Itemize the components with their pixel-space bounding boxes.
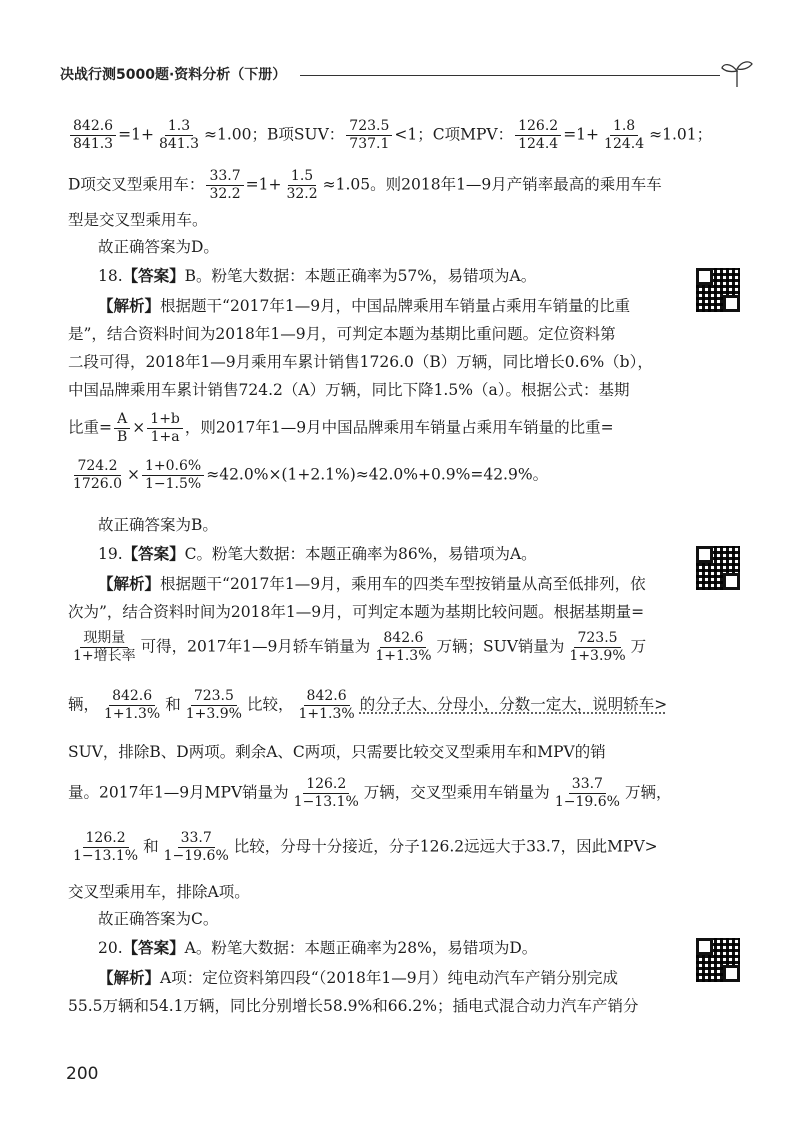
- analysis-line: SUV，排除B、D两项。剩余A、C两项，只需要比较交叉型乘用车和MPV的销: [68, 743, 606, 761]
- fraction: $\frac{126.2}{124.4}$: [515, 118, 561, 153]
- analysis-line: 中国品牌乘用车累计销售724.2（A）万辆，同比下降1.5%（a）。根据公式：基期: [68, 381, 630, 399]
- fraction: $\frac{\text{现期量}}{\text{1+增长率}}$: [73, 630, 136, 664]
- analysis-line: 【解析】A项：定位资料第四段“（2018年1—9月）纯电动汽车产销分别完成: [98, 968, 619, 987]
- qr-code-icon[interactable]: [696, 938, 740, 982]
- sprout-icon: [720, 58, 754, 88]
- formula-line: 比重= $\frac{A}{B}$ × $\frac{1+b}{1+a}$ ，则2017年1—9月中国品牌乘用车销量占乘用车销量的比重=: [68, 411, 614, 445]
- fraction: $\frac{842.6}{1+1.3\%}$: [104, 688, 161, 722]
- qr-code-icon[interactable]: [696, 546, 740, 590]
- answer-heading-20: 20.【答案】A。粉笔大数据：本题正确率为28%，易错项为D。: [98, 938, 538, 957]
- fraction: $\frac{1+0.6\%}{1-1.5\%}$: [142, 458, 204, 493]
- fraction: $\frac{724.2}{1726.0}$: [73, 458, 122, 492]
- formula-line: $\frac{842.6}{841.3}$ =1+ $\frac{1.3}{841.3}$ ≈1.00；B项SUV： $\frac{723.5}{737.1}$ <1；C项MPV： $\frac{126.2}{124.4}$ =1+ $\frac{1.8}{124.4}$ ≈1.01；: [68, 118, 712, 153]
- fraction: $\frac{842.6}{1+1.3\%}$: [298, 688, 355, 722]
- analysis-line: 【解析】根据题干“2017年1—9月，乘用车的四类车型按销量从高至低排列，依: [98, 574, 646, 593]
- fraction: $\frac{1+b}{1+a}$: [147, 411, 183, 446]
- fraction: $\frac{1.3}{841.3}$: [158, 118, 200, 152]
- fraction: $\frac{33.7}{32.2}$: [206, 168, 243, 203]
- formula-line: $\frac{\text{现期量}}{\text{1+增长率}}$ 可得，2017年1—9月轿车销量为 $\frac{842.6}{1+1.3\%}$ 万辆；SUV销量为 $\frac{723.5}{1+3.9\%}$ 万: [68, 630, 646, 665]
- header-title: 决战行测5000题·资料分析（下册）: [60, 67, 287, 83]
- running-header: [52, 58, 752, 88]
- analysis-line: 【解析】根据题干“2017年1—9月，中国品牌乘用车销量占乘用车销量的比重: [98, 296, 631, 315]
- fraction: $\frac{723.5}{737.1}$: [346, 118, 392, 153]
- answer-heading-18: 18.【答案】B。粉笔大数据：本题正确率为57%，易错项为A。: [98, 266, 537, 285]
- fraction: $\frac{33.7}{1-19.6\%}$: [163, 830, 229, 864]
- answer-heading-19: 19.【答案】C。粉笔大数据：本题正确率为86%，易错项为A。: [98, 544, 537, 563]
- formula-line: $\frac{724.2}{1726.0}$ × $\frac{1+0.6\%}{1-1.5\%}$ ≈42.0%×(1+2.1%)≈42.0%+0.9%=42.9%。: [68, 458, 548, 493]
- text-line: 型是交叉型乘用车。: [68, 211, 208, 229]
- fraction: $\frac{A}{B}$: [114, 411, 130, 446]
- fraction: $\frac{1.5}{32.2}$: [286, 168, 318, 202]
- formula-line: 量。2017年1—9月MPV销量为 $\frac{126.2}{1-13.1\%}$ 万辆，交叉型乘用车销量为 $\frac{33.7}{1-19.6\%}$ 万辆，: [68, 776, 672, 810]
- fraction: $\frac{723.5}{1+3.9\%}$: [185, 688, 242, 722]
- fraction: $\frac{33.7}{1-19.6\%}$: [554, 776, 620, 810]
- analysis-line: 55.5万辆和54.1万辆，同比分别增长58.9%和66.2%；插电式混合动力汽车产销分: [68, 997, 639, 1015]
- analysis-line: 是”，结合资料时间为2018年1—9月，可判定本题为基期比重问题。定位资料第: [68, 325, 616, 343]
- header-rule: [300, 75, 720, 76]
- formula-line: $\frac{126.2}{1-13.1\%}$ 和 $\frac{33.7}{1-19.6\%}$ 比较，分母十分接近，分子126.2远远大于33.7，因此MPV>: [68, 830, 658, 865]
- page-number: 200: [66, 1064, 99, 1084]
- fraction: $\frac{1.8}{124.4}$: [604, 118, 645, 152]
- fraction: $\frac{723.5}{1+3.9\%}$: [569, 630, 626, 664]
- fraction: $\frac{126.2}{1-13.1\%}$: [73, 830, 139, 864]
- fraction: $\frac{842.6}{841.3}$: [70, 118, 116, 153]
- answer-conclusion: 故正确答案为D。: [98, 238, 219, 256]
- analysis-line: 交叉型乘用车，排除A项。: [68, 883, 250, 901]
- answer-conclusion: 故正确答案为B。: [98, 516, 218, 534]
- qr-code-icon[interactable]: [696, 268, 740, 312]
- answer-conclusion: 故正确答案为C。: [98, 910, 219, 928]
- analysis-line: 次为”，结合资料时间为2018年1—9月，可判定本题为基期比较问题。根据基期量=: [68, 603, 645, 621]
- fraction: $\frac{842.6}{1+1.3\%}$: [375, 630, 432, 664]
- analysis-line: 二段可得，2018年1—9月乘用车累计销售1726.0（B）万辆，同比增长0.6%（b），: [68, 353, 653, 371]
- formula-line: D项交叉型乘用车： $\frac{33.7}{32.2}$ =1+ $\frac{1.5}{32.2}$ ≈1.05。则2018年1—9月产销率最高的乘用车车: [68, 168, 662, 202]
- formula-line: 辆， $\frac{842.6}{1+1.3\%}$ 和 $\frac{723.5}{1+3.9\%}$ 比较， $\frac{842.6}{1+1.3\%}$ 的分子大、分母小，分数一定大，说明轿车>: [68, 688, 668, 722]
- fraction: $\frac{126.2}{1-13.1\%}$: [293, 776, 359, 810]
